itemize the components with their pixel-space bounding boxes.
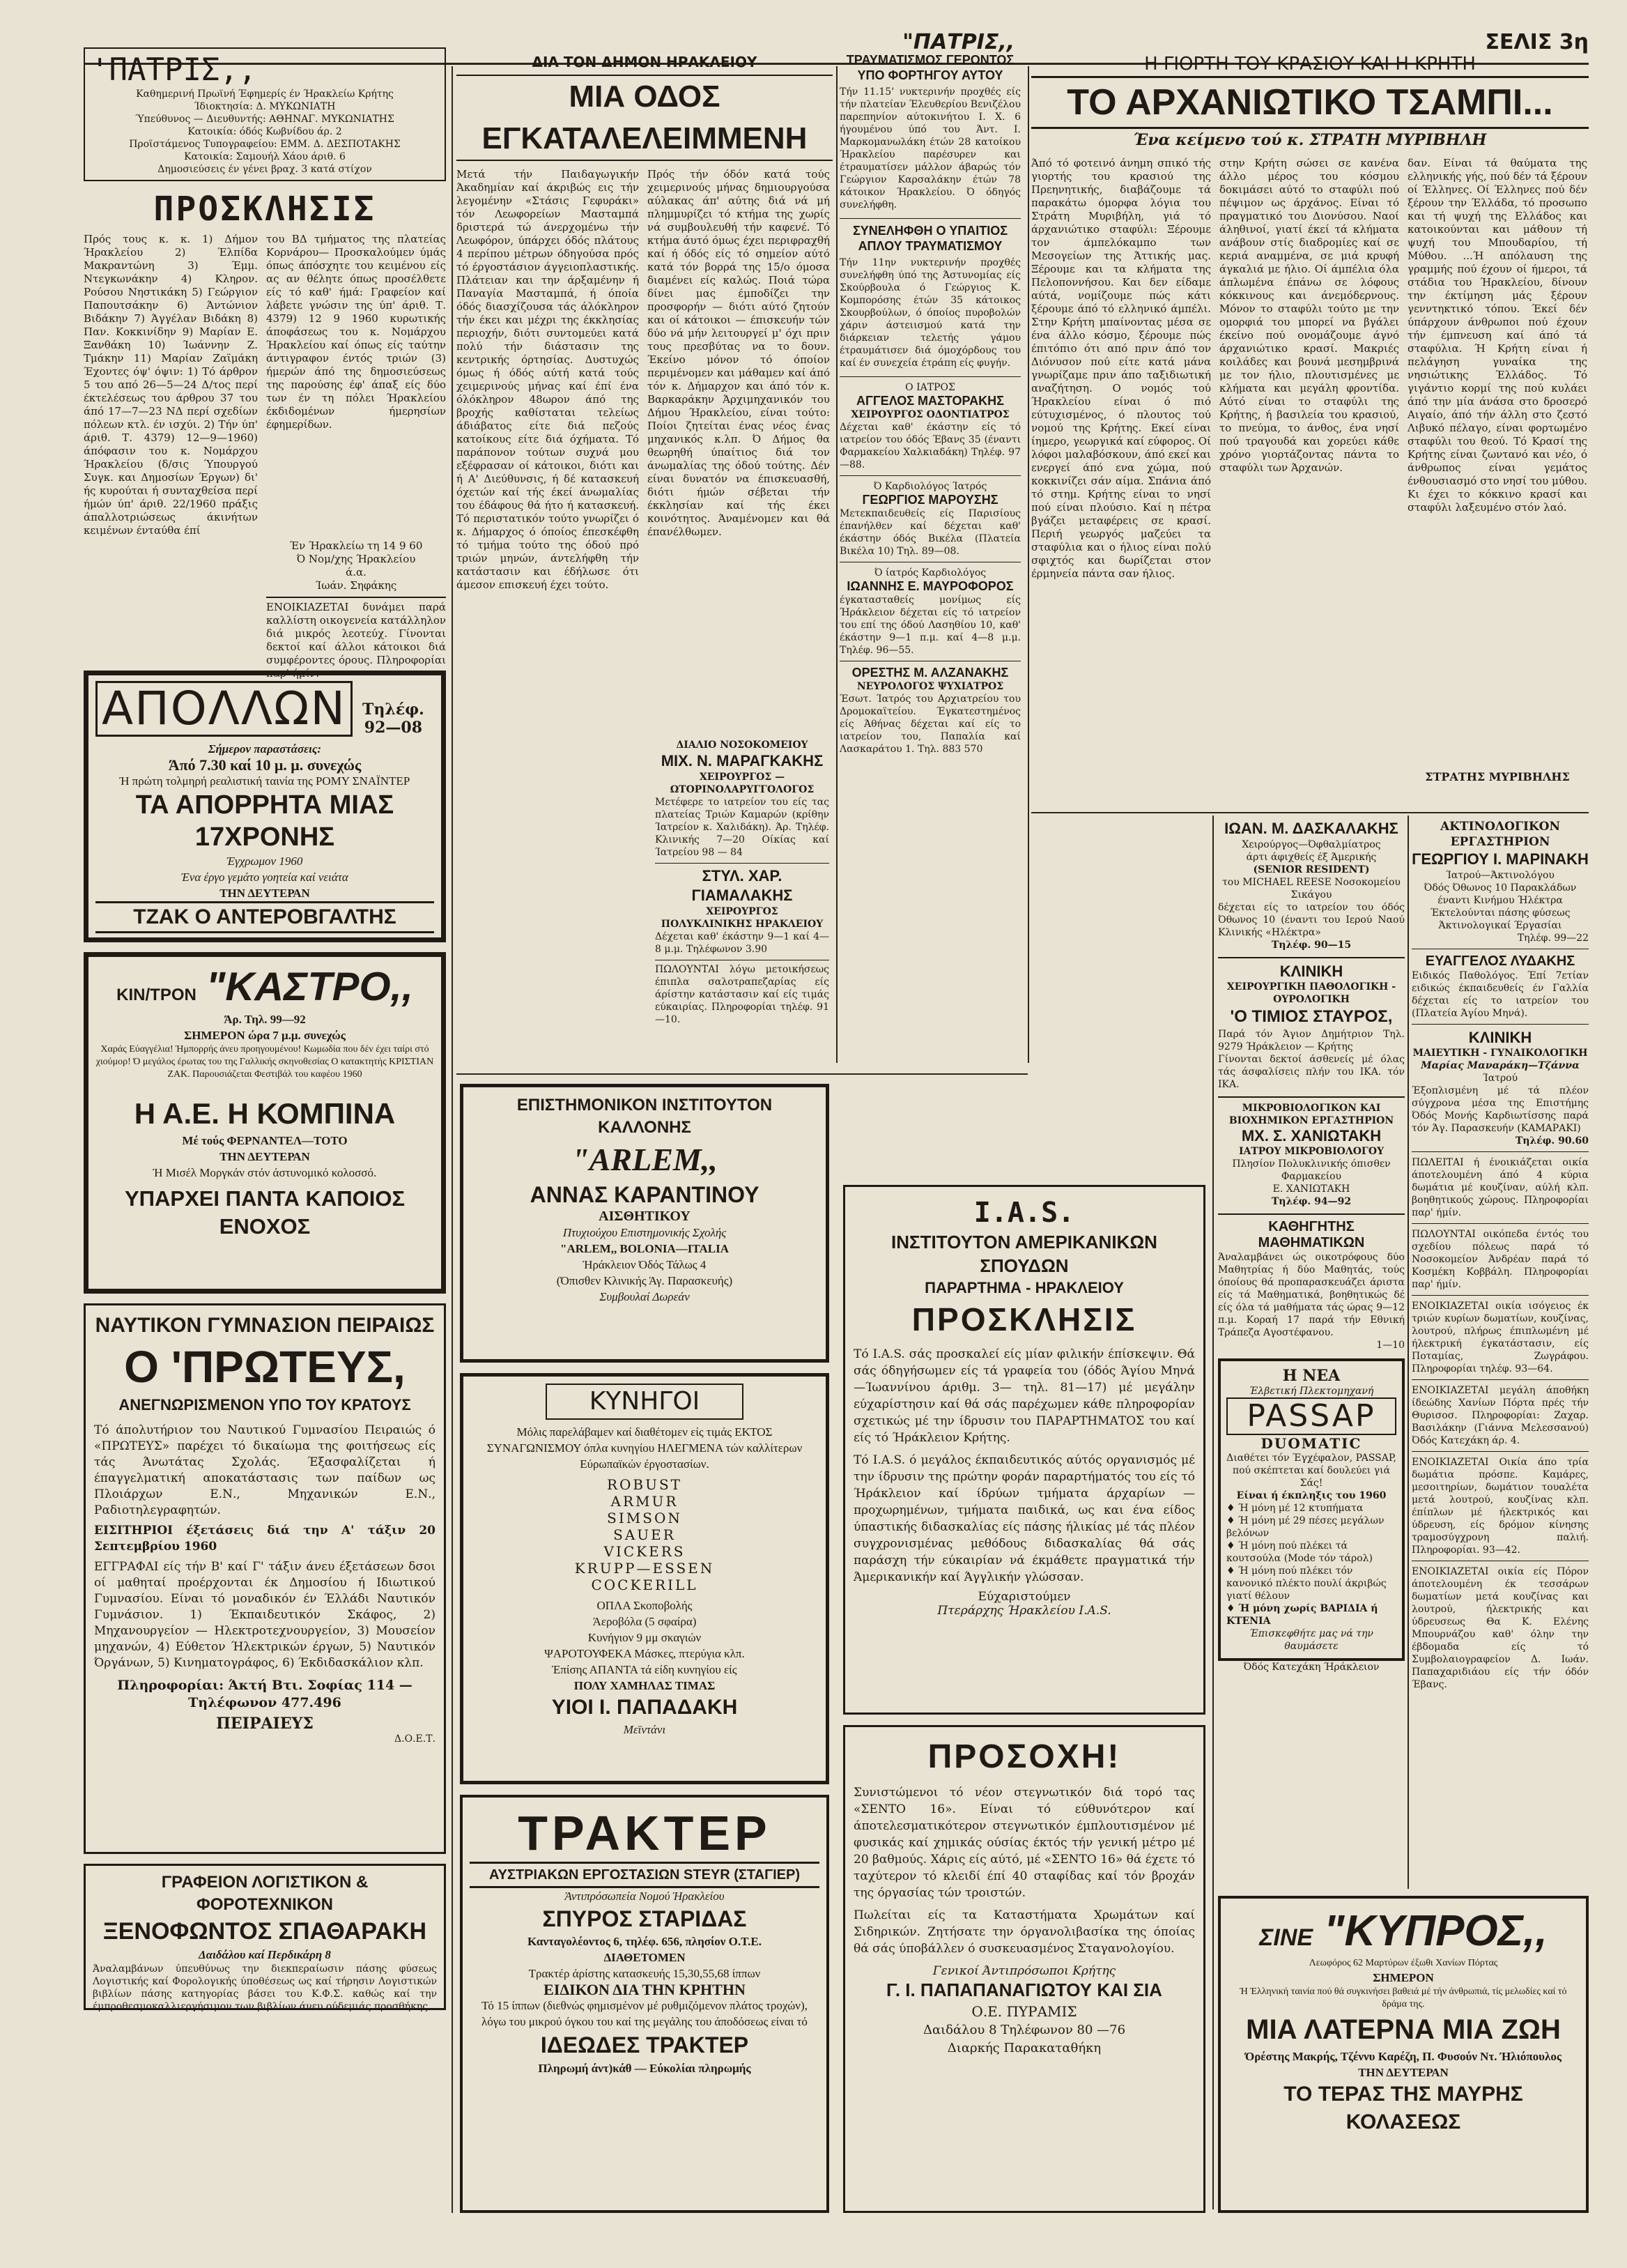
accounting-address: Δαιδάλου καί Περδικάρη 8 bbox=[199, 1948, 331, 1961]
furniture-sale-ad: ΠΩΛΟΥΝΤΑΙ λόγω μετοικήσεως έπιπλα σαλοτραπεζαρίας είς άρίστην κατάστασιν καί είς τιμάς εύκαιρίας. Πληροφορίαι τηλέφ. 91—10. bbox=[655, 960, 829, 1026]
kastro-phone: Άρ. Τηλ. 99—92 bbox=[224, 1013, 306, 1026]
injury-title: ΤΡΑΥΜΑΤΙΣΜΟΣ ΓΕΡΟΝΤΟΣ ΥΠΟ ΦΟΡΤΗΓΟΥ ΑΥΤΟΥ bbox=[846, 53, 1015, 82]
maternity-title: ΚΛΙΝΙΚΗ bbox=[1468, 1029, 1532, 1046]
proteus-enroll: ΕΓΓΡΑΦΑΙ είς τήν Β' καί Γ' τάξιν άνευ έξετάσεων δσοι οί μαθηταί προέρχονται έκ Δημοσίου ή Ιδιωτικού Γυμνασίου. Είναι τό μοναδικόν έν Έλλάδι Ναυτικόν Γυμνάσιον. 1) Έκπαιδευτικόν Σκάφος, 2) Μηχανουργείον — Ηλεκτροτεχνουργείον, 3) Μουσείον μηχανών, 4) Εύθετον Ήλεκτρικών έργων, 5) Ναυτικόν Όργάνων, 5) Κινηματογράφος, 6) Έκδιδασκάλιον κλπ. bbox=[94, 1560, 435, 1670]
sento-dryer-ad bbox=[843, 1725, 1205, 2213]
kypros-cinema-ad bbox=[1218, 1896, 1589, 2213]
accounting-title1: ΓΡΑΦΕΙΟΝ ΛΟΓΙΣΤΙΚΟΝ & ΦΟΡΟΤΕΧΝΙΚΟΝ bbox=[161, 1873, 369, 1914]
kastro-cinema-ad bbox=[84, 952, 446, 1294]
daskalakis-line: άρτι άφιχθείς έξ Άμερικής bbox=[1246, 852, 1377, 863]
kastro-today: ΣΗΜΕΡΟΝ ώρα 7 μ.μ. συνεχώς bbox=[184, 1029, 346, 1042]
mid-doctor-ads bbox=[655, 739, 829, 1032]
kastro-film: Η Α.Ε. Η ΚΟΜΠΙΝΑ bbox=[134, 1097, 396, 1130]
math-body: Άναλαμβάνει ώς οικοτρόφους δύο Μαθητρίας ή δύο Μαθητάς, τούς όποίους θά προπαρασκευάζει άριστα είς τά Μαθηματικά, βοηθητικώς δέ είς όλα τά μαθήματα τάς ώρας 9—12 π.μ. Κοραή 17 παρά τήν Εθνική Τράπεζα Αγοστέφανου. bbox=[1218, 1252, 1405, 1338]
ias-institute-ad bbox=[843, 1185, 1205, 1715]
publisher-line: Δημοσιεύσεις έν γένει βραχ. 3 κατά στίχον bbox=[157, 164, 372, 175]
xray-addr: Όδός Όθωνος 10 Παρακλάδων έναντι Κινήμου Ήλέκτρα bbox=[1424, 882, 1577, 906]
giamalakis-clinic: ΠΟΛΥΚΛΙΝΙΚΗΣ ΗΡΑΚΛΕΙΟΥ bbox=[661, 919, 824, 930]
xaniotakis-name: ΜΧ. Σ. ΧΑΝΙΩΤΑΚΗ bbox=[1241, 1127, 1382, 1144]
attention-agent2: Ο.Ε. ΠΥΡΑΜΙΣ bbox=[971, 2003, 1077, 2020]
doctor-text: Δέχεται καθ' έκάστην είς τό ιατρείον του όδός Έβανς 35 (έναντι Φαρμακείου Χαλκιαδάκη) Τηλέφ. 97—88. bbox=[840, 422, 1021, 470]
invitation-signer: Ίωάν. Σηφάκης bbox=[315, 579, 397, 592]
hunting-brand: ARMUR bbox=[610, 1493, 679, 1510]
wine-article-signature: ΣΤΡΑΤΗΣ ΜΥΡΙΒΗΛΗΣ bbox=[1425, 770, 1570, 783]
masthead-paper-name: "ΠΑΤΡΙΣ,, bbox=[902, 29, 1015, 54]
giamalakis-spec: ΧΕΙΡΟΥΡΓΟΣ bbox=[706, 906, 778, 917]
proteus-title2: Ο 'ΠΡΩΤΕΥΣ, bbox=[124, 1342, 406, 1392]
wine-article-col-a: Άπό τό φοτεινό άνημη σπικό τής γιορτής του κρασιού της Πρεηνητικής, διαβάζουμε τά παρακάτω όμορφα λόγια του Στράτη Μυριβήλη, γιά τό άρχανιώτικο σταφύλι: Ξέρουμε τον άμπελόκαμπο των Μεσογείων της Άττικής μας. Ξέρουμε και τα κλήματα της Πελοποννήσου. Και δεν είδαμε αύτά, νομίζουμε πώς κάτι ξέρουμε άπό τό ελληνικό άμπέλι. Στην Κρήτη μπαίνοντας μέσα σε ένα άλλο κόσμο, ξέρουμε πώς έπιτόπιο ότι από πριν άπό τον Διόνυσον πού είτε κατά μάνα γνωρίζαμε πριν άπο ταξιδιωτική αναζήτηση. Ο νομός τού Ήρακλείου είναι ό πιό εύτυχισμένος, ό πλουτος τού νομού της Κρήτης. Εκεί είναι ίημερο, γεωργικά καί εύφορος. Οί λόφοι μαλαβόσκουν, άπό εκεί και ενεργεί άπό ενα χώμα, πού κοκκινίζει σάν αίμα. Σπάνια άπό τό στημ. Κρήτης είναι το νησί πού είναι πλούσιο. Καί η πέτρα βγάζει μεταφέρεις σε κρασί. Περιή γεωργός μαζεύει τα σταφύλια και ο ήλιος είναι πολύ σφιχτός και δωρίζεται στον έρμηνεία πάντα σαν ήλιος. bbox=[1031, 157, 1211, 580]
road-article-col-a: Μετά τήν Παιδαγωγικήν Άκαδημίαν καί άκριβώς εις τήν λεγομένην «Στάσις Γεφυράκι» τόν Λεωφορείων Μασταμπά δριστερά τώ άνερχομένω τήν Λεωφόρον, ύπάρχει όδός πλάτους 4 περίπου μέτρων όδηγούσα πρός τό έργοστάσιον άγγειοπλαστικής. Πλάτειαν και την άρξαμένην ή Παναγία Μασταμπά, ή όποία όδός διασχίζουσα τάς άλόκληρον τήν έκει και μέχρι της έκκλησίας περιοχήν, διότι συντομεύει κατά πολύ τήν διάστασιν της κεντρικής όρτησίας. Δυστυχώς όμως ή όδός αύτή κατά τούς χειμερινούς μήνας καί έπί ένα όλόκληρον 48ωρον άπό της βροχής καθίσταται τελείως άδιάβατος είτε διά πεζούς κατοίκους είτε διά όχήματα. Τό παράπονον τούτων συχνά μου εξέφρασαν οί κάτοικοι, διότι και ή Α' Διεύθυνσις, ή δέ κατασκευή όχετών καί τής έκεί άνωμαλίας του έδάφους θά ήτο ή κατασκευή. Τό περιστατικόν τούτο γνωρίζει ό κ. Δήμαρχος ό όποίος έπεσκέφθη τό τμήμα τούτο της όδού πρό τριών μηνών, άντελήφθη τήν κατάστασιν και έδήλωσε ότι άμεσον επισκευή έχει τούτο. bbox=[456, 168, 639, 591]
arrest-title: ΣΥΝΕΛΗΦΘΗ Ο ΥΠΑΙΤΙΟΣ ΑΠΛΟΥ ΤΡΑΥΜΑΤΙΣΜΟΥ bbox=[840, 218, 1021, 254]
attention-title: ΠΡΟΣΟΧΗ! bbox=[927, 1738, 1121, 1775]
tractor-ad bbox=[460, 1795, 829, 2213]
passap-knitting-ad bbox=[1218, 1358, 1405, 1661]
column-narrow-news bbox=[840, 52, 1021, 1119]
proteus-exams: ΕΙΣΙΤΗΡΙΟΙ έξετάσεις διά την Α' τάξιν 20 Σεπτεμβρίου 1960 bbox=[94, 1524, 435, 1554]
section-rule bbox=[1031, 812, 1589, 813]
daskalakis-line: του MICHAEL REESE Νοσοκομείου Σικάγου bbox=[1222, 877, 1401, 901]
timios-stavros-clinic-ad bbox=[1218, 957, 1405, 1091]
publisher-title: 'ΠΑΤΡΙΣ,, bbox=[91, 52, 257, 88]
tractor-sub: ΑΥΣΤΡΙΑΚΩΝ ΕΡΓΟΣΤΑΣΙΩΝ STEYR (ΣΤΑΓΙΕΡ) bbox=[470, 1862, 819, 1888]
proteus-school-ad bbox=[84, 1303, 446, 1854]
arlem-spec: ΑΙΣΘΗΤΙΚΟΥ bbox=[599, 1209, 691, 1224]
daskalakis-line: δέχεται είς το ιατρείον του όδός Όθωνος 10 (έναντι του Ιερού Ναού Κλινικής «Ηλέκτρα» bbox=[1218, 902, 1405, 938]
passap-line: ♦ Ή μόνη χωρίς ΒΑΡΙΔΙΑ ή ΚΤΕΝΙΑ bbox=[1226, 1603, 1378, 1627]
hunters-line: ΨΑΡΟΤΟΥΦΕΚΑ Μάσκες, πτερύγια κλπ. bbox=[544, 1647, 745, 1660]
road-article-kicker: ΔΙΑ ΤΟΝ ΔΗΜΟΝ ΗΡΑΚΛΕΙΟΥ bbox=[532, 54, 757, 70]
kastro-name: "ΚΑΣΤΡΟ,, bbox=[206, 964, 413, 1009]
kastro-next-desc: Ή Μισέλ Μοργκάν στόν άστυνομικό κολοσσό. bbox=[153, 1166, 377, 1179]
arlem-brand: "ARLEM,, bbox=[571, 1142, 718, 1177]
column-classifieds bbox=[1412, 819, 1589, 1885]
xaniotakis-line: Ε. ΧΑΝΙΩΤΑΚΗ bbox=[1272, 1183, 1350, 1195]
kypros-next-film: ΤΟ ΤΕΡΑΣ ΤΗΣ ΜΑΥΡΗΣ ΚΟΛΑΣΕΩΣ bbox=[1283, 2083, 1523, 2133]
proteus-info: Πληροφορίαι: Άκτή Βτι. Σοφίας 114 — Τηλέφωνον 477.496 bbox=[117, 1678, 412, 1710]
hunters-title: ΚΥΝΗΓΟΙ bbox=[546, 1384, 743, 1420]
column-rule bbox=[836, 66, 838, 1063]
arlem-title: ΕΠΙΣΤΗΜΟΝΙΚΟΝ ΙΝΣΤΙΤΟΥΤΟΝ ΚΑΛΛΟΝΗΣ bbox=[516, 1096, 773, 1137]
accounting-title2: ΞΕΝΟΦΩΝΤΟΣ ΣΠΑΘΑΡΑΚΗ bbox=[102, 1918, 427, 1945]
attention-agent: Γ. Ι. ΠΑΠΑΠΑΝΑΓΙΩΤΟΥ ΚΑΙ ΣΙΑ bbox=[886, 1979, 1162, 2000]
tractor-dealer: ΣΠΥΡΟΣ ΣΤΑΡΙΔΑΣ bbox=[542, 1906, 747, 1931]
doctor-title: Ό Καρδιολόγος Ίατρός bbox=[873, 481, 987, 492]
column-rule bbox=[1212, 815, 1214, 2209]
masthead-page-number: ΣΕΛΙΣ 3η bbox=[1485, 29, 1589, 54]
kastro-cast: Μέ τούς ΦΕΡΝΑΝΤΕΛ—ΤΟΤΟ bbox=[182, 1134, 348, 1147]
doctor-ad-mavroforos bbox=[840, 562, 1021, 657]
arlem-beauty-ad bbox=[460, 1084, 829, 1363]
passap-kicker: Η ΝΕΑ bbox=[1282, 1367, 1341, 1385]
wine-article-col-b: στην Κρήτη σώσει σε κανένα άλλο μέρος του κόσμου δοκιμάσει αύτό το σταφύλι πού πέψιμον ως άρχάνος. Είναι τό πραγματικό του Διονύσου. Ναοί άληθινοί, γιατί έκεί τά κλήματα ανάβουν στίς διαδρομίες καί σε κεριά αναμμένα, σε μιά κρυφή άγκαλιά με ήλιο. Οί άμπέλια όλα άπλωμένα έπάνω σε λόφους κόκκινους και άνεμόδερνους. Μόνον το σταφύλι τούτο με την ομορφιά του μπορεί να βγάλει έκείνο πού ονομάζουμε άγνό άρχανιώτικο κρασί. Μακριές κοιλάδες και βουνά μεσημβρινά με τον ήλιο, πλουτισμένες με κλήματα και μεγάλη φροντίδα. Αύτό είναι το σταφύλι της Κρήτης, ή βασιλεία του κρασιού, το πνεύμα, το άνθος, ένα νησί πού τραγουδά και χορεύει κάθε χρόνο γιορτάζοντας πάντα το σταφύλι των Άρχανών. bbox=[1219, 157, 1399, 474]
ias-branch: ΠΑΡΑΡΤΗΜΑ - ΗΡΑΚΛΕΙΟΥ bbox=[925, 1279, 1124, 1296]
ludakis-body: Ειδικός Παθολόγος. Έπί 7ετίαν ειδικώς έκπαιδευθείς έν Γαλλία δέχεται είς το ιατρείον του (Πλατεία Άγίου Μηνά). bbox=[1412, 970, 1589, 1019]
doctor-spec: ΧΕΙΡΟΥΡΓΟΣ ΟΔΟΝΤΙΑΤΡΟΣ bbox=[851, 409, 1010, 420]
publisher-line: Ύπεύθυνος — Διευθυντής: ΑΘΗΝΑΓ. ΜΥΚΩΝΙΑΤΗΣ bbox=[135, 114, 394, 125]
invitation-body bbox=[84, 233, 447, 680]
wine-article-title: ΤΟ ΑΡΧΑΝΙΩΤΙΚΟ ΤΣΑΜΠΙ... bbox=[1031, 76, 1589, 129]
hunters-seller: ΥΙΟΙ Ι. ΠΑΠΑΔΑΚΗ bbox=[551, 1696, 738, 1719]
hunters-line: Άεροβόλα (5 σφαίρα) bbox=[592, 1615, 697, 1628]
clinic-title: ΚΛΙΝΙΚΗ bbox=[1279, 963, 1343, 980]
math-tutor-ad bbox=[1218, 1213, 1405, 1351]
xray-name: ΓΕΩΡΓΙΟΥ Ι. ΜΑΡΙΝΑΚΗ bbox=[1412, 850, 1589, 868]
apollon-desc: Ή πρώτη τολμηρή ρεαλιστική ταινία της ΡΟΜΥ ΣΝΑΪΝΤΕΡ bbox=[119, 774, 410, 788]
giamalakis-text: Δέχεται καθ' έκάστην 9—1 καί 4—8 μ.μ. Τηλέφωνον 3.90 bbox=[655, 931, 829, 955]
maternity-body: Έξοπλισμένη μέ τά πλέον σύγχρονα μέσα της Επιστήμης Όδός Μονής Καρδιωτίσσης παρά τόν Άγ. Παρασκευήν (ΚΑΜΑΡΑΚΙ) bbox=[1412, 1085, 1589, 1134]
apollon-tagline: Ένα έργο γεμάτο γοητεία καί νειάτα bbox=[181, 871, 348, 884]
hunting-brand: KRUPP—ESSEN bbox=[574, 1560, 715, 1577]
doctor-text: Μετεκπαιδευθείς είς Παρισίους έπανήλθεν καί δέχεται καθ' έκάστην όδός Βικέλα (Πλατεία Βικέλα 10) Τηλ. 89—08. bbox=[840, 508, 1021, 557]
tractor-terms: Πληρωμή άντ)κάθ — Εύκολίαι πληρωμής bbox=[538, 2062, 751, 2075]
proteus-recognized: ΑΝΕΓΝΩΡΙΣΜΕΝΟΝ ΥΠΟ ΤΟΥ ΚΡΑΤΟΥΣ bbox=[118, 1396, 411, 1413]
apollon-next-day: ΤΗΝ ΔΕΥΤΕΡΑΝ bbox=[219, 887, 310, 900]
marangakis-kicker: ΔΙΑΛΙΟ ΝΟΣΟΚΟΜΕΙΟΥ bbox=[676, 740, 808, 751]
apollon-phone: Τηλέφ. 92—08 bbox=[362, 700, 424, 737]
passap-line: ♦ Ή μόνη πού πλέκει τόν κανονικό πλέκτο πουλί άκριβώς γιατί θέλουν bbox=[1226, 1565, 1387, 1602]
arlem-name: ΑΝΝΑΣ ΚΑΡΑΝΤΙΝΟΥ bbox=[530, 1182, 759, 1207]
invitation-text-right: του ΒΔ τμήματος της πλατείας Κορνάρου— Προσκαλούμεν ύμάς όπως άπόσχητε του κειμένου είς ας αν θέλητε όπως προσέλθετε είς τό καθ' ήμά: Γραφείον καί λάβετε γνώσιν της ύπ' άριθ. Τ. 4379) 12 9 1960 κυρωτικής άποφάσεως του κ. Νομάρχου Ήρακλείου καί όπως είς ταύτην άντιγραφον έντός τριών (3) ήμερών άπό της δημοσιεύσεως της παρούσης έφ' άπαξ είς δύο των έν τη πόλει Ήρακλείου έκδιδομένων ήμερησίων έφημερίδων. bbox=[266, 233, 446, 431]
passap-addr: Όδός Κατεχάκη Ήράκλειον bbox=[1243, 1662, 1380, 1673]
attention-sale: Πωλείται είς τα Καταστήματα Χρωμάτων καί Σιδηρικών. Ζητήσατε την όργανολιβασίκα της όποίας θά σάς ύποβάλλεν ό συσκευασμένος Σταγανολογίου. bbox=[854, 1908, 1195, 1956]
publisher-box bbox=[84, 47, 446, 181]
marangakis-spec: ΧΕΙΡΟΥΡΓΟΣ — ΩΤΟΡΙΝΟΛΑΡΥΓΓΟΛΟΓΟΣ bbox=[670, 772, 815, 795]
daskalakis-name: ΙΩΑΝ. Μ. ΔΑΣΚΑΛΑΚΗΣ bbox=[1224, 820, 1398, 837]
wine-article-col-c: δαν. Είναι τά θαύματα της ελληνικής γής, πού δέν τά ξέρουν οί Έλληνες. Οί Έλληνες πού δέν ξέρουν την Έλλάδα, τό προσωπο και τή ψυχή της Ελλάδος και κατοικούνται και μάθουν τή ψυχή του Μπουδαρίου, τή Μύθου. ...Ή απόλαυση της γραμμής πού έχουν οί ήμεροι, τά στάδια του Ήρακλείου, δίνουν την έκτίμηση μάς ξέρουν γενντηκτικό τόπου. Έκεί δέν ύπάρχουν άνθρωποι πού έχουν τήν έμπνευση καί άπό τά σταφύλια. Ή Κρήτη είναι ή πελάγηση γυναίκα της νησιώτικης Έλλάδος. Τό γιγάντιο κορμί της πού κυλάει άπό την μία άνάσα στο δροσερό Αιγαίο, άπό τήν άλλη στο ζεστό Λιβυκό πέλαγο, είναι φορτωμένο σταφύλι του θεού. Τό Κρασί της Κρήτης είναι ζωντανό και νέο, ό άνθρωπος είναι γεμάτος ένθουσιασμό στο νησί του μύθου. Κι έχει το κόκκινο κρασί και σταφύλι λαξευμένο στόν λαό. bbox=[1408, 157, 1587, 514]
apollon-times: Άπό 7.30 καί 10 μ. μ. συνεχώς bbox=[168, 756, 362, 774]
giamalakis-name: ΣΤΥΛ. ΧΑΡ. ΓΙΑΜΑΛΑΚΗΣ bbox=[655, 863, 829, 905]
hunters-line: Κυνήγιον 9 μμ σκαγιών bbox=[587, 1631, 702, 1644]
classified-ad: ΕΝΟΙΚΙΑΖΕΤΑΙ Οικία άπο τρία δωμάτια πρόσπε. Καμάρες, μεσοιτηρίων, δωμάτιον τουαλέτα μετά λουτρού, κουζίνας κλπ. έπίπλων μέ ήλεκτρικός και ύδρευση, είς δρόμον κίνησης τραμοσύγχρονη παλιή. Πληροφορίαι. 93—42. bbox=[1412, 1451, 1589, 1556]
classified-ad: ΠΩΛΟΥΝΤΑΙ οικόπεδα έντός του σχεδίου πόλεως παρά τό Νοσοκομείον Άνδρέαν παρά τό Κοσμέκη Κοββάλη. Πληροφορίαι παρ' ήμίν. bbox=[1412, 1223, 1589, 1291]
xray-phone: Τηλέφ. 99—22 bbox=[1517, 933, 1589, 944]
arlem-line: (Όπισθεν Κλινικής Άγ. Παρασκευής) bbox=[556, 1274, 733, 1287]
proteus-body: Τό άπολυτήριον του Ναυτικού Γυμνασίου Πειραιώς ό «ΠΡΩΤΕΥΣ» παρέχει τό δικαίωμα της φοιτήσεως είς τάς Άνωτάτας Σχολάς. Έξασφαλίζεται ή έπαγγελματική αποκατάστασις των παίδων ως Πλοιάρχων Ε.Ν., Μηχανικών Ε.Ν., Ραδιοτηλεγραφητών. bbox=[94, 1423, 435, 1517]
hunters-brand-list bbox=[473, 1476, 816, 1593]
invitation-title: ΠΡΟΣΚΛΗΣΙΣ bbox=[153, 190, 376, 229]
column-rule bbox=[1028, 66, 1029, 1063]
hunting-brand: SIMSON bbox=[607, 1510, 682, 1526]
passap-line: Διαθέτει τόν Έγχέφαλον, PASSAP, πού σκέπτεται καί δουλεύει γιά Σάς! bbox=[1226, 1453, 1396, 1489]
kypros-next-day: ΤΗΝ ΔΕΥΤΕΡΑΝ bbox=[1358, 2066, 1449, 2079]
passap-line: ♦ Ή μόνη πού πλέκει τά κουτσούλα (Mode τόν τάρολ) bbox=[1226, 1540, 1373, 1564]
invitation-date: Έν Ήρακλείω τη 14 9 60 bbox=[289, 539, 423, 552]
maternity-role: Ίατρού bbox=[1482, 1073, 1518, 1084]
passap-model: DUOMATIC bbox=[1260, 1435, 1362, 1452]
ias-thanks: Εύχαριστούμεν bbox=[978, 1590, 1071, 1604]
kastro-next-film: ΥΠΑΡΧΕΙ ΠΑΝΤΑ ΚΑΠΟΙΟΣ ΕΝΟΧΟΣ bbox=[124, 1186, 406, 1239]
page-masthead bbox=[432, 28, 1589, 56]
passap-line: ♦ Ή μόνη μέ 12 κτυπήματα bbox=[1226, 1503, 1364, 1514]
clinic-name: 'Ο ΤΙΜΙΟΣ ΣΤΑΥΡΟΣ, bbox=[1230, 1007, 1393, 1026]
doctor-ad-marousis bbox=[840, 475, 1021, 558]
wine-article-kicker: Η ΓΙΟΡΤΗ ΤΟΥ ΚΡΑΣΙΟΥ ΚΑΙ Η ΚΡΗΤΗ bbox=[1144, 54, 1476, 75]
xaniotakis-spec: ΙΑΤΡΟΥ ΜΙΚΡΟΒΙΟΛΟΓΟΥ bbox=[1238, 1146, 1385, 1157]
tractor-special: ΕΙΔΙΚΟΝ ΔΙΑ ΤΗΝ ΚΡΗΤΗΝ bbox=[543, 1981, 746, 1998]
wine-article-byline: Ένα κείμενο τού κ. ΣΤΡΑΤΗ ΜΥΡΙΒΗΛΗ bbox=[1133, 131, 1487, 149]
ias-paragraph: Τό I.A.S. σάς προσκαλεί είς μίαν φιλικήν έπίσκεψιν. Θά σάς όδηγήσωμεν είς τά γραφεία του (όδός Άγίου Μηνά—Ίωαννίνου άριθμ. 3— τηλ. 81—17) μέ μεγάλην εύχαρίστησιν καί θά σάς παρέχωμεν κάθε πληροφορίαν σχετικώς μέ την ίδρυσιν του ΠΑΡΑΡΤΗΜΑΤΟΣ του καί είς τό Ήράκλειον Κρήτης. bbox=[854, 1347, 1195, 1445]
passap-brand: PASSAP bbox=[1226, 1397, 1396, 1435]
road-article-col-b: Πρός τήν όδόν κατά τούς χειμερινούς μήνας δημιουργούσα αύλακας άπ' αύτης διά νά μή πλημμυρίζει τό κτήμα της χωρίς νά συμβουλευθή τήν καφενέ. Τό κτήμα άυτό όμως έχει περιφραχθή καί ή όδός είς τό σημείον αύτό κατά τόν βορρά της 15/ο όμοσα διαμένει είς καλώς. Ποιά τώρα δίνει μας έμποδίζει την προσφορήν — διότι αύτό ζητούν και οί κάτοικοι — έπισκευήν τών δύο νά μήν λειτουργεί μ' όχι πριν τους πρεσβύτας να το δουν. Έκείνο μόνον τό όποίον περιμένομεν και μάθαμεν καί άπό τόν κ. Δήμαρχον και άπό τόν κ. Βαρκαράκην Άρχιμηχανικόν του Δήμου Ήρακλείου, είναι τούτο: Ποίοι ζητείται ένας νέος ένας μηχανικός κ.λπ. Ό Δήμος θα θεωρηθή ύπαίτιος διά τον άνωμαλίας της όδού τούτης. Δέν είναι δυνατόν να έπισκευασθή, διότι ήμών σέβεται τήν έκκλησίαν καί τής έκει κοινότητος. Άναμένομεν και θά έπανέλθωμεν. bbox=[647, 168, 830, 538]
column-left bbox=[84, 43, 446, 2232]
doctor-text: Έσωτ. Ίατρός του Αρχιατρείου του Δρομοκαϊτείου. Έγκατεστημένος είς Άθήνας δέχεται καί είς το ιατρείον του, Παπαλία καί Λασκαράτου 1. Τηλ. 883 570 bbox=[840, 694, 1021, 755]
tractor-models: Τρακτέρ άρίστης κατασκευής 15,30,55,68 ίππων bbox=[528, 1967, 761, 1980]
kypros-cast: Όρέστης Μακρής, Τζέννυ Καρέζη, Π. Φυσούν Ντ. Ήλιόπουλος bbox=[1244, 2050, 1562, 2063]
hunters-line: ΟΠΛΑ Σκοποβολής bbox=[596, 1599, 693, 1612]
doctor-title: Ο ΙΑΤΡΟΣ bbox=[905, 382, 955, 393]
ias-inst: ΙΝΣΤΙΤΟΥΤΟΝ ΑΜΕΡΙΚΑΝΙΚΩΝ ΣΠΟΥΔΩΝ bbox=[891, 1232, 1157, 1276]
doctor-ad-alzanakis bbox=[840, 661, 1021, 756]
proteus-title1: ΝΑΥΤΙΚΟΝ ΓΥΜΝΑΣΙΟΝ ΠΕΙΡΑΙΩΣ bbox=[95, 1314, 435, 1337]
hunting-brand: ROBUST bbox=[606, 1476, 683, 1493]
arlem-line: Ήράκλειον Όδός Τάλως 4 bbox=[583, 1258, 707, 1271]
tractor-title: ΤΡΑΚΤΕΡ bbox=[518, 1806, 771, 1860]
column-wine-article bbox=[1031, 52, 1589, 805]
apollon-film: ΤΑ ΑΠΟΡΡΗΤΑ ΜΙΑΣ 17ΧΡΟΝΗΣ bbox=[135, 790, 394, 852]
kypros-addr: Λεωφόρος 62 Μαρτύρων έξωθι Χανίων Πόρτας bbox=[1309, 1958, 1498, 1968]
doctor-name: ΟΡΕΣΤΗΣ Μ. ΑΛΖΑΝΑΚΗΣ bbox=[851, 666, 1009, 680]
maternity-clinic-ad bbox=[1412, 1024, 1589, 1147]
math-title: ΚΑΘΗΓΗΤΗΣ ΜΑΘΗΜΑΤΙΚΩΝ bbox=[1258, 1219, 1365, 1250]
accounting-office-ad bbox=[84, 1864, 446, 2010]
ias-title: Ι.Α.S. bbox=[973, 1197, 1075, 1229]
kypros-name: "ΚΥΠΡΟΣ,, bbox=[1324, 1907, 1548, 1955]
arrest-body: Τήν 11ην νυκτερινήν προχθές συνελήφθη ύπό της Άστυνομίας είς Σκούρβουλα ό Γεώργιος Κ. Κομπορόσης έτών 35 κάτοικος Σκουρβούλων, ό όποίος πυροβολών χάριν άστειισμού κατά την διάρκειαν τελετής γάμου έτραυμάτισεν διά όμοχόρδους του καί έν συνεχεία έτράπη είς φυγήν. bbox=[840, 257, 1021, 369]
maternity-name: Μαρίας Μαναράκη—Τζάννα bbox=[1421, 1060, 1580, 1071]
invitation-signer-title: Ό Νομ/χης Ήρακλείου bbox=[296, 553, 416, 565]
hunters-line: ΠΟΛΥ ΧΑΜΗΛΑΣ ΤΙΜΑΣ bbox=[573, 1679, 716, 1692]
attention-store: Διαρκής Παρακαταθήκη bbox=[947, 2041, 1102, 2055]
doctor-name: ΑΓΓΕΛΟΣ ΜΑΣΤΟΡΑΚΗΣ bbox=[856, 394, 1004, 408]
daskalakis-phone: Τηλέφ. 90—15 bbox=[1271, 940, 1352, 951]
kypros-today: ΣΗΜΕΡΟΝ bbox=[1373, 1971, 1434, 1984]
xray-line: Έκτελούνται πάσης φύσεως Άκτινολογικαί Έργασίαι bbox=[1430, 907, 1571, 931]
math-num: 1—10 bbox=[1376, 1340, 1405, 1351]
publisher-line: Κατοικία: όδός Κωβνίδου άρ. 2 bbox=[187, 126, 342, 137]
doctor-ad-mastorakis bbox=[840, 376, 1021, 471]
injury-body: Τήν 11.15' νυκτερινήν προχθές είς τήν πλατείαν Έλευθερίου Βενιζέλου παρεπηνίον αύτοκινήτου Ι. Χ. 6 ήγουμένου ύπό του Άντ. Ι. Μαρκομανωλάκη έτών 28 κατοίκου Ήρακλείου παρέσυρεν και έτραυματίσεν μάλλον άβαρώς τόν Γεώργιον Καρσαλάκην έτών 78 κάτοικον Ήρακλείου. Ό όδηγός συνελήφθη. bbox=[840, 86, 1021, 210]
doctor-text: έγκατασταθείς μονίμως είς Ήράκλειον δέχεται είς τό ιατρείον του επί της όδού Λασηθίου 10, καθ' έκάστην 9—1 π.μ. καί 4—8 μ.μ. Τηλέφ. 96—55. bbox=[840, 595, 1021, 656]
attention-body: Συνιστώμενοι τό νέον στεγνωτικόν διά τορό τας «ΣΕΝΤΟ 16». Είναι τό εύθυνότερον καί άποτελεσματικότερον στεγνωτικόν έμπλουτισμένον μέ φυσικάς καί χημικάς ούσίας έκτός τήν γενική μέτρο μέ 20 βαθμούς. Χάρις είς αύτό, μέ «ΣΕΝΤΟ 16» θά έχετε τό ταχύτερον τό κλειδί έπί 40 σταφίδας καί τόν βροχάν της όργασίας τών τροιστών. bbox=[854, 1786, 1195, 1900]
marangakis-name: ΜΙΧ. Ν. ΜΑΡΑΓΚΑΚΗΣ bbox=[661, 752, 824, 769]
arlem-line: Πτυχιούχου Επιστημονικής Σχολής bbox=[562, 1226, 727, 1239]
kypros-desc: Ή Έλληνική ταινία πού θά συγκινήσει βαθειά μέ τήν άνθρωπιά, τίς μελωδίες καί τό δράμα της. bbox=[1240, 1986, 1567, 2009]
kastro-prefix: ΚΙΝ/ΤΡΟΝ bbox=[116, 986, 196, 1004]
daskalakis-line: (SENIOR RESIDENT) bbox=[1253, 864, 1370, 875]
invitation-text-left: Πρός τους κ. κ. 1) Δήμον Ήρακλείου 2) Έλπίδα Μακραντώνη 3) Έμμ. Ντεγκωνάκην 4) Κληρον. Ρούσου Νηστικάκη 5) Γεώργιον Παπουτσάκην 6) Άντώνιον Βιδάκην 7) Άγγέλαν Βιδάκη 8) Παν. Κοκκινίδην 9) Μαρίαν Ε. Ξανθάκη 10) Ίωάννην Ζ. Τμάκην 11) Μαρίαν Ζαϊμάκη Έχοντες όψ' όψιν: 1) Τό άρθρον 5 του από 26—5—24 Δ/τος περί έκτελέσεως του άρθρου 37 του άπό 17—7—23 ΝΔ περί σχεδίων πόλεων κτλ. έν ισχύι. 2) Τήν ύπ' άριθ. Τ. 4379) 12—9—1960) άπόφασιν του κ. Νομάρχου Ήρακλείου (δ/σις Ύπουργού Συγκ. και Δημοσίων Έργων) δι' ής κυρούται ή συνταχθείσα περί ήμών ύπ' άριθ. 22/1960 πράξις άπαλλοτριώσεως άκινήτων κειμένων ένταύθα έπί bbox=[84, 233, 258, 537]
passap-line: Έπισκεφθήτε μας νά την θαυμάσετε bbox=[1249, 1628, 1373, 1652]
doctor-spec: ΝΕΥΡΟΛΟΓΟΣ ΨΥΧΙΑΤΡΟΣ bbox=[856, 681, 1004, 692]
attention-agent-label: Γενικοί Άντιπρόσωποι Κρήτης bbox=[932, 1964, 1116, 1978]
kastro-desc: Χαράς Εύαγγέλια! Ήμπορρής άνευ προηγουμένου! Κωμωδία που δέν έχει ταίρι στό χιούμορ! Ό μεγάλος έρωτας του της Γαλλικής σκηνοθεσίας Ο κατακτητής ΚΡΙΣΤΙΑΝ ΖΑΚ. Παρουσιάζεται Φεστιβάλ του καφέου 1960 bbox=[95, 1044, 434, 1080]
classified-ad: ΕΝΟΙΚΙΑΖΕΤΑΙ οικία είς Πόρον άποτελουμένη έκ τεσσάρων δωματίων μετά κουζίνας και λουτρού, ήλεκτρικής και ύδρευσεως Θα Κ. Ελένης Μπουρνάζου καθ' όλην την έβδομαδα είς τό Συμβολαιογραφείον Δ. Ιωάν. Παπαχαριδιάου είς τήν όδόν Έβανς. bbox=[1412, 1561, 1589, 1691]
tractor-desc: Τό 15 ίππων (διεθνώς φημισμένον μέ ρυθμιζόμενον πλάτος τροχών), λόγω του μικρού όγκου του καί της μεγάλης του άποδόσεως είναι τό bbox=[481, 1999, 808, 2028]
ias-invite: ΠΡΟΣΚΛΗΣΙΣ bbox=[911, 1301, 1137, 1338]
ludakis-name: ΕΥΑΓΓΕΛΟΣ ΛΥΔΑΚΗΣ bbox=[1425, 953, 1575, 969]
publisher-line: Καθημερινή Πρωϊνή Έφημερίς έν Ήρακλείω Κρήτης bbox=[136, 89, 394, 100]
hunting-gear-ad bbox=[460, 1373, 829, 1784]
arlem-line: Συμβουλαί Δωρεάν bbox=[599, 1290, 690, 1303]
hunters-street: Μεϊντάνι bbox=[623, 1723, 666, 1736]
classified-ad: ΠΩΛΕΙΤΑΙ ή ένοικιάζεται οικία άποτελουμένη άπό 4 κύρια δωμάτια μέ κουζίναν, αύλή κλπ. βοηθητικούς χώρους. Πληροφορίαι παρ' ήμίν. bbox=[1412, 1151, 1589, 1219]
kypros-film: ΜΙΑ ΛΑΤΕΡΝΑ ΜΙΑ ΖΩΗ bbox=[1246, 2014, 1561, 2045]
tractor-avail: ΔΙΑΘΕΤΟΜΕΝ bbox=[603, 1951, 686, 1964]
xaniotakis-lab-ad bbox=[1218, 1096, 1405, 1208]
doctor-title: Ό ίατρός Καρδιολόγος bbox=[874, 567, 987, 579]
tractor-rep: Άντιπρόσωπεία Νομού Ήρακλείου bbox=[564, 1890, 725, 1903]
kypros-prefix: ΣΙΝΕ bbox=[1259, 1924, 1313, 1951]
ias-paragraph: Τό I.A.S. ό μεγάλος έκπαιδευτικός αύτός οργανισμός μέ την ίδρυσιν της πρώτην φοράν παραρτήματός του είς τό Ήράκλειον καί ίδρύων τμήματα άρχαρίων — προχωρημένων, τμήματα παιδικά, ως και ένα είδος ύπαστικής διδασκαλίας είς πάσης ήλικίας μέ τάς πλέον συγχρονισμένας μεθόδους διδασκαλίας θά σάς παράσχη τήν εύκαιρίαν νά έκμάθετε πραγματικά τήν Άμερικανικήν καί Άγγλικήν γλώσσαν. bbox=[854, 1453, 1195, 1584]
xray-title: ΑΚΤΙΝΟΛΟΓΙΚΟΝ ΕΡΓΑΣΤΗΡΙΟΝ bbox=[1440, 820, 1561, 849]
invitation-signer-sub: ά.α. bbox=[346, 566, 367, 579]
column-rule bbox=[452, 66, 453, 2213]
publisher-line: Κατοικία: Σαμουήλ Χάου άριθ. 6 bbox=[184, 151, 346, 162]
tractor-ideal: ΙΔΕΩΔΕΣ ΤΡΑΚΤΕΡ bbox=[540, 2032, 749, 2058]
apollon-next-film: ΤΖΑΚ Ο ΑΝΤΕΡΟΒΓΑΛΤΗΣ bbox=[95, 901, 434, 933]
accounting-body: Άναλαμβάνων ύπευθύνως την διεκπεραίωσιν πάσης φύσεως Λογιστικής καί Φορολογικής ύποθέσεως ως καί τήρησιν Λογιστικών βιβλίων πάσης κατηγορίας βάσει του Κ.Φ.Σ. καθώς καί την έμπροθεσμοκαλλιεργήσιμον των βιβλίων άνευ ούδεμιάς προσθήκης. bbox=[93, 1963, 437, 2012]
apollon-cinema-ad bbox=[84, 671, 446, 942]
hunting-brand: COCKERILL bbox=[591, 1577, 698, 1593]
proteus-code: Δ.Ο.Ε.Τ. bbox=[394, 1733, 435, 1745]
doctor-name: ΙΩΑΝΝΗΣ Ε. ΜΑΥΡΟΦΟΡΟΣ bbox=[847, 579, 1014, 593]
clinic-addr: Παρά τόν Άγιον Δημήτριον Τηλ. 9279 Ήράκλειον — Κρήτης bbox=[1218, 1029, 1405, 1052]
publisher-line: Ίδιοκτησία: Δ. ΜΥΚΩΝΙΑΤΗ bbox=[194, 101, 336, 112]
proteus-city: ΠΕΙΡΑΙΕΥΣ bbox=[216, 1715, 314, 1733]
maternity-phone: Τηλέφ. 90.60 bbox=[1515, 1135, 1589, 1147]
ias-sign: Πτεράρχης Ήρακλείου I.A.S. bbox=[937, 1604, 1111, 1618]
publisher-line: Προϊστάμενος Τυπογραφείου: ΕΜΜ. Δ. ΔΕΣΠΟΤΑΚΗΣ bbox=[129, 139, 401, 150]
xaniotakis-phone: Τηλέφ. 94—92 bbox=[1271, 1196, 1352, 1207]
xaniotakis-line: Πλησίον Πολυκλινικής όπισθεν Φαρμακείου bbox=[1232, 1158, 1391, 1182]
hunters-intro: Μόλις παρελάβαμεν καί διαθέτομεν είς τιμάς ΕΚΤΟΣ ΣΥΝΑΓΩΝΙΣΜΟΥ όπλα κυνηγίου ΗΛΕΓΜΕΝΑ τών καλλίτερων Εύρωπαϊκών έργοστασίων. bbox=[486, 1425, 803, 1471]
passap-desc: Έλβετική Πλεκτομηχανή bbox=[1249, 1386, 1374, 1397]
passap-line: Είναι ή έκπληξις του 1960 bbox=[1236, 1490, 1387, 1501]
ludakis-ad bbox=[1412, 949, 1589, 1020]
apollon-shows: Σήμερον παραστάσεις: bbox=[208, 742, 322, 756]
tractor-addr: Κανταγολέοντος 6, τηλέφ. 656, πλησίον Ο.Τ.Ε. bbox=[527, 1935, 762, 1948]
daskalakis-spec: Χειρούργος—Όφθαλμίατρος bbox=[1242, 839, 1381, 850]
kastro-next-day: ΤΗΝ ΔΕΥΤΕΡΑΝ bbox=[219, 1150, 310, 1163]
apollon-name: ΑΠΟΛΛΩΝ bbox=[95, 681, 353, 737]
arlem-line: "ARLEM,, BOLONIA—ITALIA bbox=[560, 1242, 729, 1255]
hunting-brand: VICKERS bbox=[603, 1543, 686, 1560]
maternity-sub: ΜΑΙΕΥΤΙΚΗ - ΓΥΝΑΙΚΟΛΟΓΙΚΗ bbox=[1412, 1048, 1588, 1059]
doctor-name: ΓΕΩΡΓΙΟΣ ΜΑΡΟΥΣΗΣ bbox=[862, 493, 998, 507]
apollon-color: Έγχρωμον 1960 bbox=[226, 855, 303, 868]
classified-ads-list bbox=[1412, 1151, 1589, 1691]
passap-line: ♦ Ή μόνη μέ 29 πέσες μεγάλων βελόνων bbox=[1226, 1515, 1385, 1539]
classified-ad: ΕΝΟΙΚΙΑΖΕΤΑΙ οικία ισόγειος έκ τριών κυρίων δωματίων, κουζίνας, λουτρού, πλήρως έπιπλωμένη μέ ήλεκτρική έγκατάστασιν, είς Ποταμίας, Ζωγράφου. Πληροφορίαι τηλέφ. 93—64. bbox=[1412, 1295, 1589, 1375]
road-article-title: ΜΙΑ ΟΔΟΣ ΕΓΚΑΤΑΛΕΛΕΙΜΜΕΝΗ bbox=[456, 75, 833, 161]
xray-spec: Ίατρού—Άκτινολόγου bbox=[1446, 870, 1555, 881]
marangakis-text: Μετέφερε το ιατρείον του είς τας πλατείας Τριών Καμαρών (κρίθην Ίατρείον κ. Χαλιδάκη). Άρ. Τηλέφ. Κλινικής 7—20 Οίκίας καί Ίατρείου 98 — 84 bbox=[655, 797, 829, 858]
attention-addr: Δαιδάλου 8 Τηλέφωνον 80 —76 bbox=[923, 2023, 1126, 2037]
section-rule bbox=[456, 1073, 1028, 1075]
hunters-line: Έπίσης ΑΠΑΝΤΑ τά είδη κυνηγίου είς bbox=[552, 1663, 737, 1676]
classified-ad: ΕΝΟΙΚΙΑΖΕΤΑΙ μεγάλη άποθήκη ίδεώδης Χανίων Πόρτα πρές τήν Θυρισοσ. Πληροφορίαι: Ζαχαρ. Βασιλάκην (Γιάννα Μελεσσανού) Όδός Κατεχάκη άρ. 4. bbox=[1412, 1379, 1589, 1447]
hunting-brand: SAUER bbox=[613, 1526, 676, 1543]
clinic-note: Γίνονται δεκτοί άσθενείς μέ όλας τάς άσφαλίσεις πλήν του ΙΚΑ. τόν ΙΚΑ. bbox=[1218, 1054, 1405, 1090]
column-rule bbox=[1408, 815, 1409, 1889]
rent-ad-text: ΕΝΟΙΚΙΑΖΕΤΑΙ δυνάμει παρά καλλίστη οικογενεία κατάλληλον διά μικρός λεοτεύχ. Γίνονται δεκτοί καί άλλοι κάτοικοι διά συμφέροντες όρους. Πληροφορίαι παρ' ήμίν. bbox=[266, 601, 447, 680]
clinic-subtitle: ΧΕΙΡΟΥΡΓΙΚΗ ΠΑΘΟΛΟΓΙΚΗ - ΟΥΡΟΛΟΓΙΚΗ bbox=[1226, 981, 1396, 1005]
xaniotakis-kicker: ΜΙΚΡΟΒΙΟΛΟΓΙΚΟΝ ΚΑΙ ΒΙΟΧΗΜΙΚΟΝ ΕΡΓΑΣΤΗΡΙΟΝ bbox=[1228, 1103, 1394, 1126]
